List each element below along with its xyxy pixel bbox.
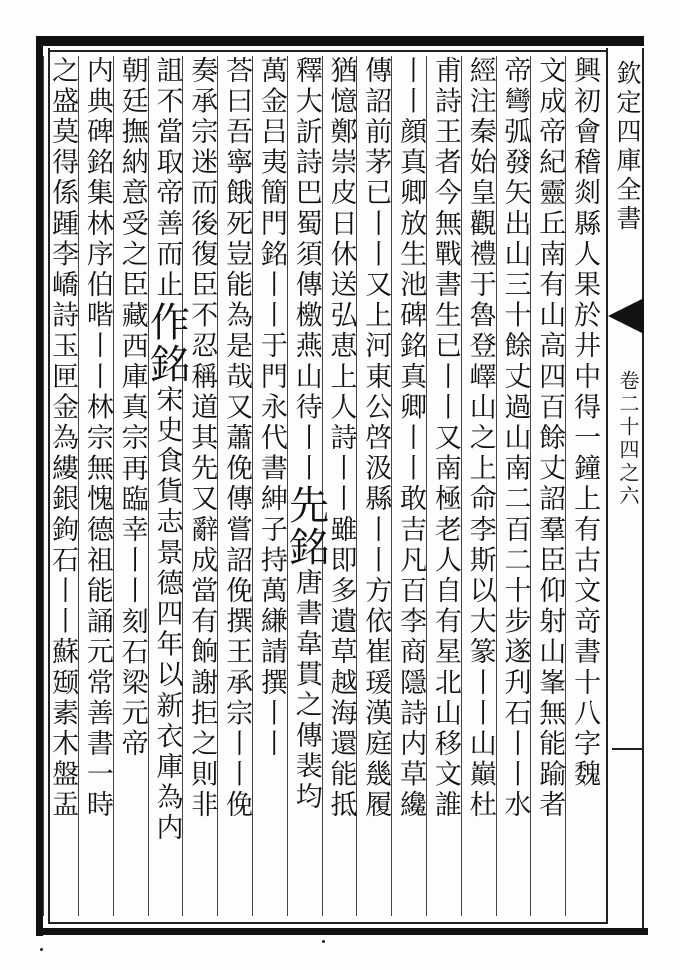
column-text: 甫詩王者今無戰書生已丨丨又南極老人自有星北山移文誰 <box>429 56 461 821</box>
frame-top-border <box>36 36 644 46</box>
column-text: 唐書韋貫之傳裴均 <box>290 568 322 814</box>
column-text: 經注秦始皇觀禮于魯登嶧山之上命李斯以大篆丨丨山巔杜 <box>464 56 496 821</box>
column-text: 之盛莫得係踵李嶠詩玉匣金為縷銀鉤石丨丨蘇颋素木盤盂 <box>47 56 79 821</box>
frame-inner-top-rule <box>48 50 608 52</box>
margin-tick <box>612 748 642 750</box>
column-text: 朝廷撫納意受之臣 <box>116 56 148 301</box>
column-text: 釋大訢詩巴蜀須傳檄燕山待丨丨 <box>290 56 322 485</box>
column-text: 萬金吕夷簡門銘丨丨于門永代書紳 <box>255 56 287 515</box>
ink-speck <box>322 940 325 943</box>
column-text: 奏承宗迷而後復臣不忍稱道其先又辭成當有餉謝拒之則非 <box>186 56 218 821</box>
column-text: 傳詔前茅已丨丨又上河東公啓汲縣丨丨方依崔瑗漢庭㡬履 <box>360 56 392 821</box>
column-text: 荅曰吾寧餓死豈能為是哉又蕭俛傳嘗詔俛撰王承宗丨丨俛 <box>221 56 253 821</box>
column-text: 興初會稽剡縣人果於井中得一鐘上有古文竒書十八字魏 <box>569 56 601 791</box>
margin-book-title: 欽定四庫全書 <box>613 60 642 234</box>
fish-tail-mark <box>608 298 644 334</box>
column-text: 詛不當取帝善而止 <box>151 56 183 301</box>
column-heading-term: 作銘 <box>143 300 190 385</box>
text-column <box>43 56 80 916</box>
column-text: 猶憶鄭崇皮日休送弘恵上人詩丨丨雖即多遺草越海還能抵 <box>325 56 357 821</box>
column-text: 文成帝紀靈丘南有山高四百餘丈詔羣臣仰射山峯無能踰者 <box>534 56 566 821</box>
margin-juan-number: 卷二十四之六 <box>616 370 640 508</box>
column-text: 帝彎弧發矢出山三十餘丈過山南二百二十步遂刋石丨丨水 <box>499 56 531 821</box>
column-text: 丨丨顔真卿放生池碑銘真卿丨丨敢吉凡百李商隱詩内草纔 <box>395 56 427 821</box>
frame-bottom-border <box>36 928 648 935</box>
column-text: 宋史食貨志景德四年以新衣庫為内 <box>151 384 183 844</box>
column-text: 内典碑銘集林序伯喈丨丨林宗無愧德祖能誦元常善書一時 <box>81 56 113 821</box>
column-heading-term: 先銘 <box>282 484 329 569</box>
ink-speck <box>40 948 43 951</box>
column-text: 藏西庫真宗再臨幸丨丨刻石梁元帝 <box>116 300 148 760</box>
frame-inner-bottom-rule <box>48 922 608 924</box>
column-text: 子持萬縑請撰丨丨 <box>255 515 287 760</box>
